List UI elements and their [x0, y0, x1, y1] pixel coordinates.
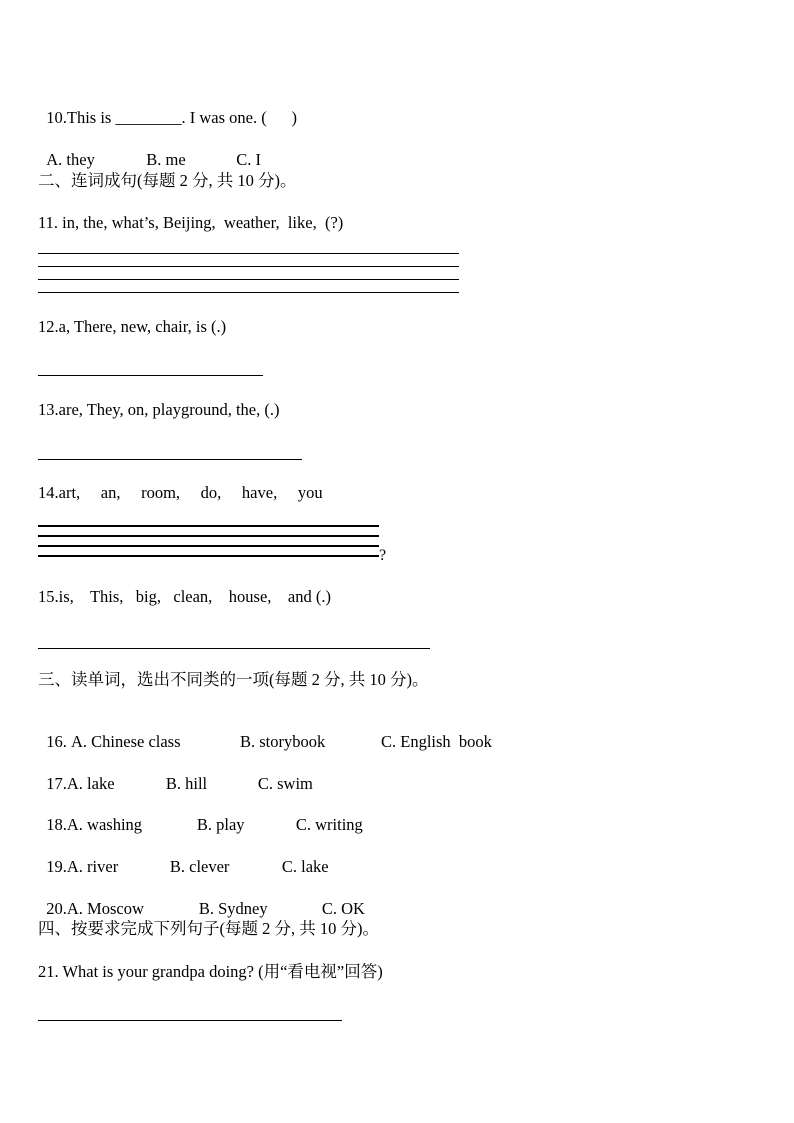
- option-b[interactable]: B. storybook: [240, 732, 326, 751]
- question-15: 15.is, This, big, clean, house, and (.): [38, 587, 331, 606]
- option-a[interactable]: A. river: [66, 857, 119, 876]
- question-16: [38, 712, 492, 752]
- answer-line[interactable]: [38, 648, 430, 649]
- question-number: 10.: [46, 108, 67, 127]
- option-c[interactable]: C. swim: [257, 774, 313, 793]
- question-17: [38, 754, 313, 794]
- option-a[interactable]: A. Moscow: [66, 899, 144, 918]
- answer-line[interactable]: [38, 535, 379, 537]
- question-number: 20.: [46, 899, 67, 918]
- option-a[interactable]: A. they: [46, 150, 95, 169]
- question-mark: ?: [379, 547, 387, 564]
- question-21: 21. What is your grandpa doing? (用“看电视”回答): [38, 962, 383, 981]
- option-b[interactable]: B. play: [196, 815, 245, 834]
- question-10: [38, 88, 297, 128]
- question-14: 14.art, an, room, do, have, you: [38, 483, 323, 502]
- option-a[interactable]: A. Chinese class: [71, 732, 181, 751]
- question-13: 13.are, They, on, playground, the, (.): [38, 400, 280, 419]
- question-12: 12.a, There, new, chair, is (.): [38, 317, 227, 336]
- question-number: 18.: [46, 815, 67, 834]
- question-20: [38, 879, 365, 919]
- answer-line[interactable]: [38, 266, 459, 267]
- answer-line[interactable]: [38, 253, 459, 254]
- question-11: 11. in, the, what’s, Beijing, weather, like, (?): [38, 213, 344, 232]
- option-a[interactable]: A. washing: [66, 815, 143, 834]
- option-c[interactable]: C. English book: [381, 732, 492, 751]
- section-heading-3: 三、读单词，选出不同类的一项(每题 2 分, 共 10 分)。: [38, 670, 429, 689]
- section-heading-4: 四、按要求完成下列句子(每题 2 分, 共 10 分)。: [38, 919, 379, 938]
- option-b[interactable]: B. me: [146, 150, 186, 169]
- question-number: 16.: [46, 732, 71, 751]
- option-b[interactable]: B. clever: [169, 857, 230, 876]
- question-19: [38, 837, 329, 877]
- question-number: 19.: [46, 857, 67, 876]
- answer-line[interactable]: [38, 525, 379, 527]
- option-c[interactable]: C. lake: [281, 857, 329, 876]
- answer-line[interactable]: [38, 375, 263, 376]
- section-heading-2: 二、连词成句(每题 2 分, 共 10 分)。: [38, 171, 297, 190]
- question-text: This is ________. I was one. ( ): [66, 108, 297, 127]
- question-10-options: [38, 130, 261, 170]
- option-b[interactable]: B. hill: [165, 774, 208, 793]
- answer-line[interactable]: [38, 555, 379, 557]
- answer-line[interactable]: [38, 545, 379, 547]
- option-b[interactable]: B. Sydney: [198, 899, 268, 918]
- option-c[interactable]: C. OK: [321, 899, 365, 918]
- answer-line[interactable]: [38, 279, 459, 280]
- option-a[interactable]: A. lake: [66, 774, 115, 793]
- question-number: 17.: [46, 774, 67, 793]
- question-18: [38, 795, 363, 835]
- option-c[interactable]: C. writing: [295, 815, 363, 834]
- answer-line[interactable]: [38, 1020, 342, 1021]
- answer-line[interactable]: [38, 459, 302, 460]
- option-c[interactable]: C. I: [236, 150, 261, 169]
- answer-line[interactable]: [38, 292, 459, 293]
